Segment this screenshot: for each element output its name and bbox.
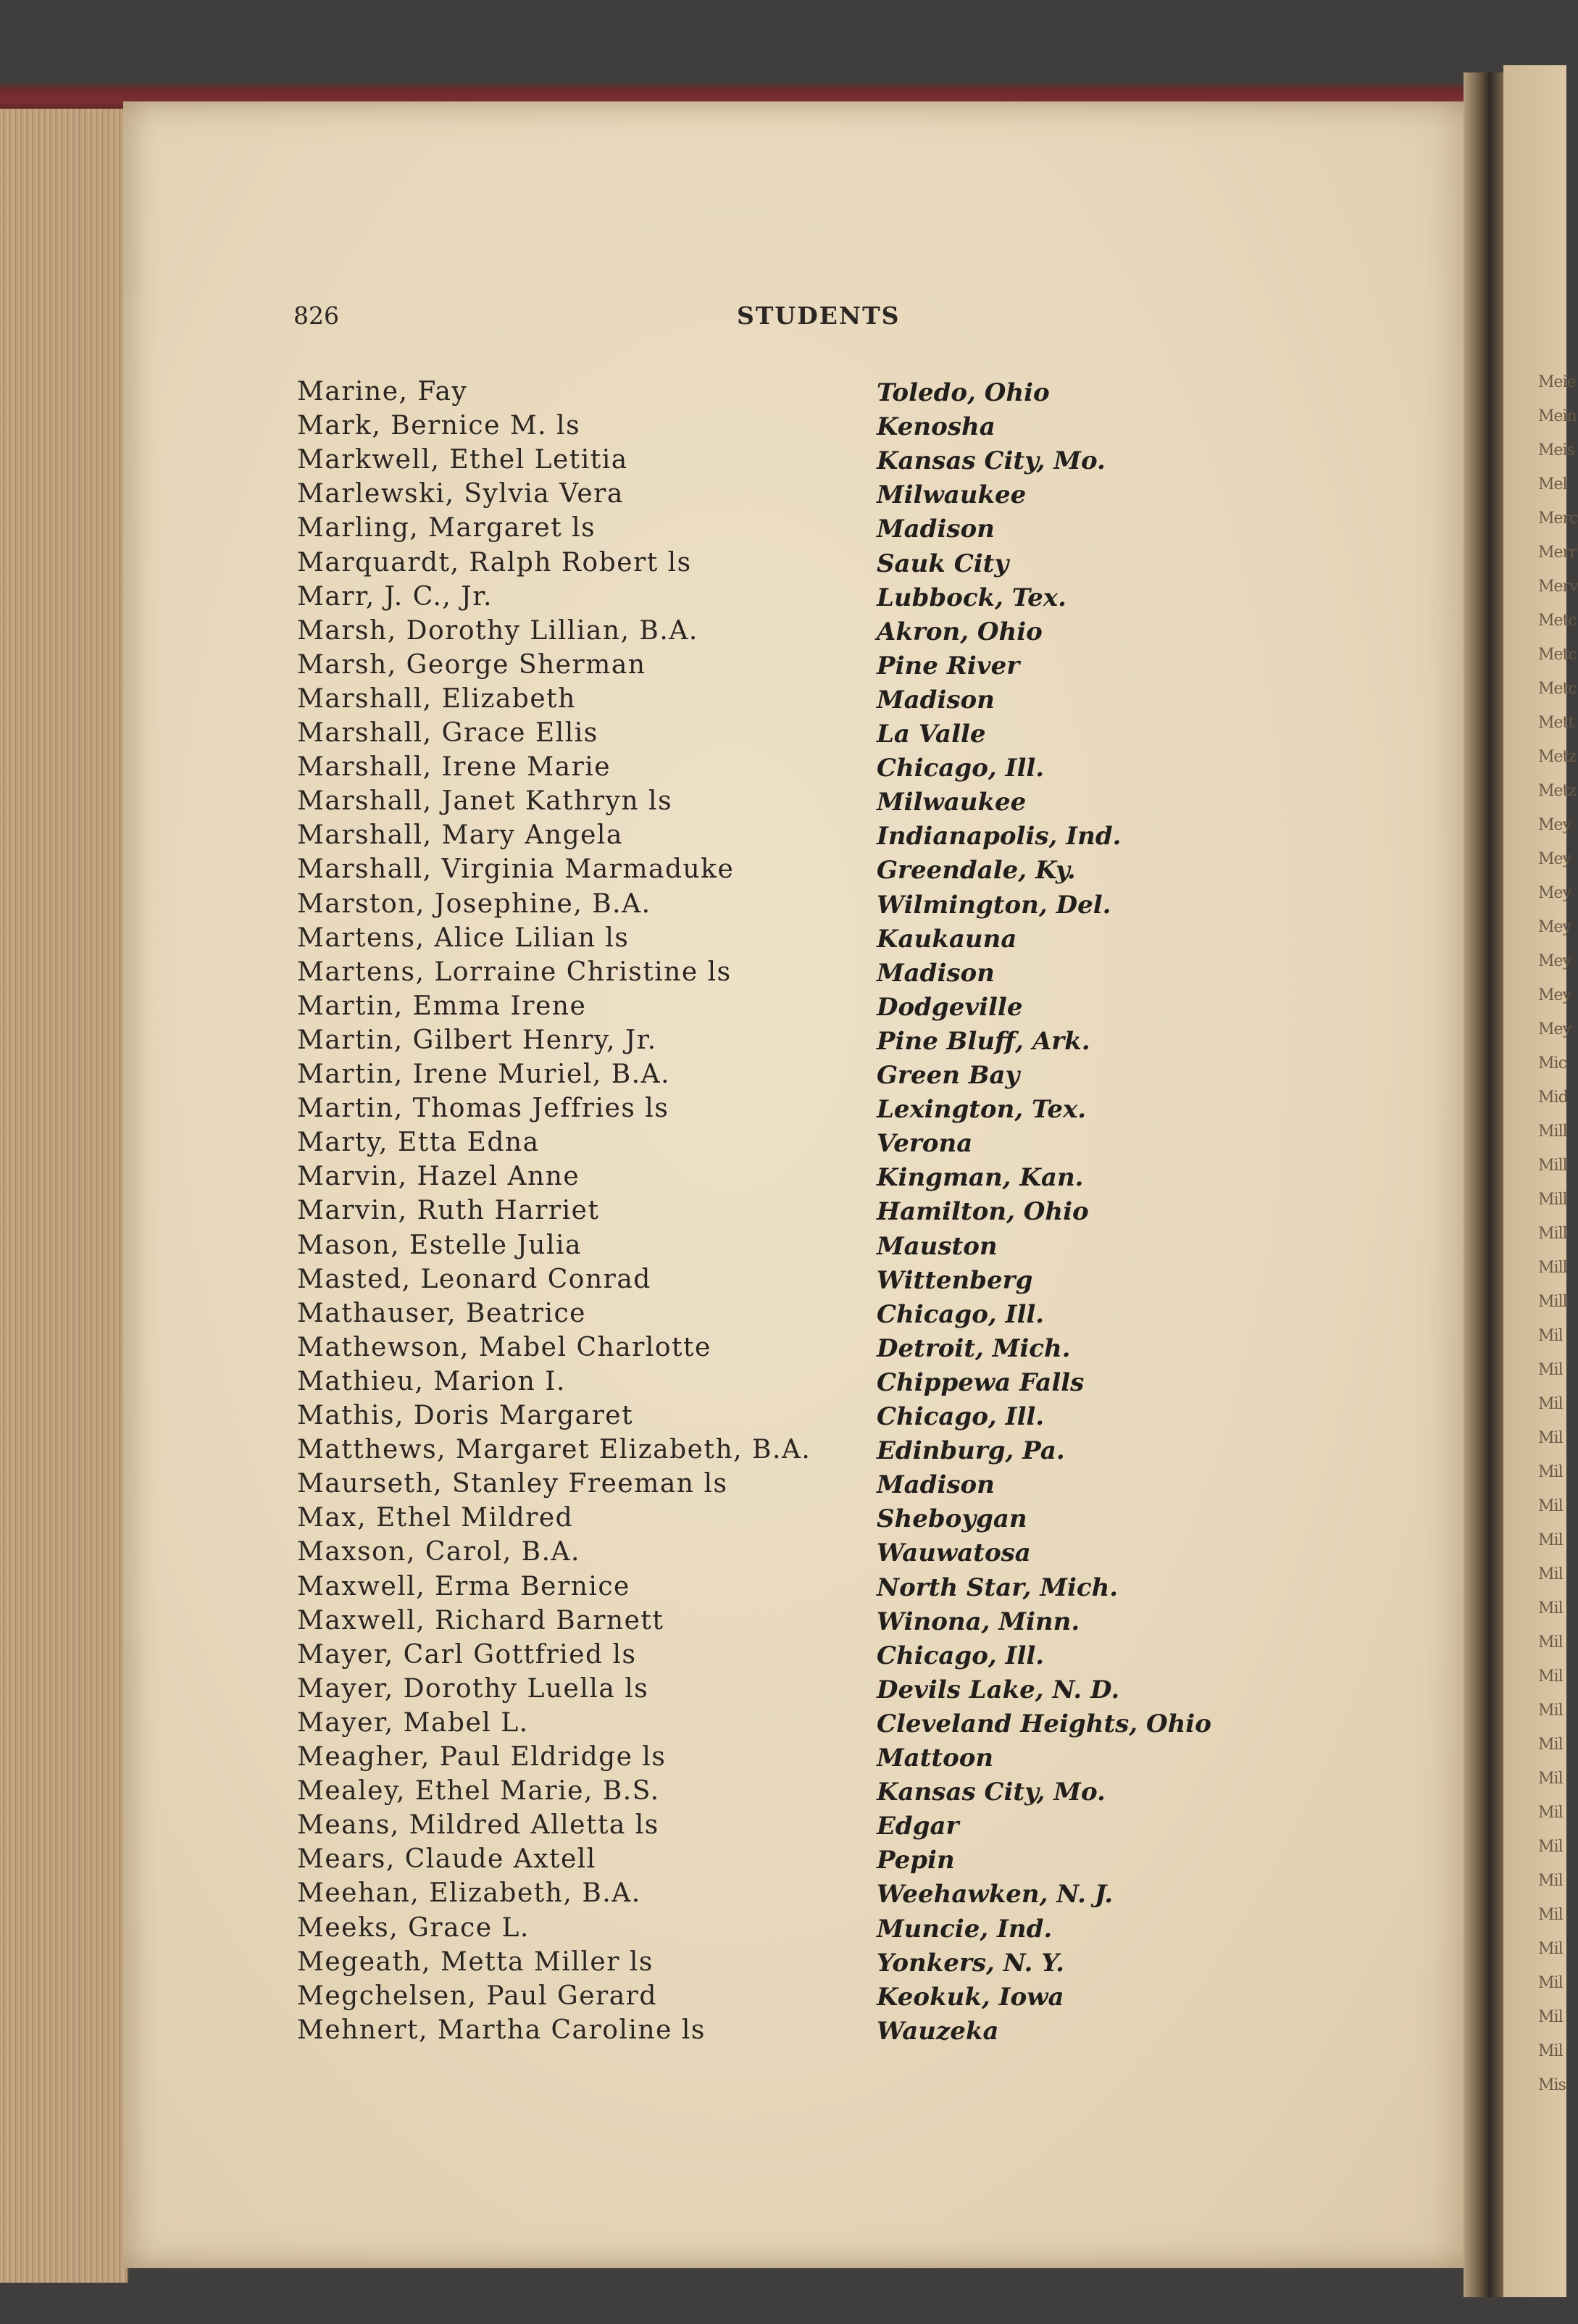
student-hometown: Winona, Minn.	[877, 1607, 1080, 1636]
student-hometown: Indianapolis, Ind.	[877, 822, 1122, 851]
student-hometown: Wauzeka	[877, 2017, 999, 2046]
next-page-text-fragment: Mil	[1538, 1361, 1563, 1379]
student-name: Mears, Claude Axtell	[297, 1844, 596, 1874]
student-name: Marty, Etta Edna	[297, 1128, 540, 1157]
student-name: Marsh, George Sherman	[297, 650, 646, 680]
next-page-text-fragment: Merc	[1538, 509, 1578, 528]
next-page-text-fragment: Mey	[1538, 850, 1571, 868]
student-name: Meagher, Paul Eldridge ls	[297, 1742, 667, 1772]
next-page-text-fragment: Mel	[1538, 475, 1567, 493]
student-hometown: Lexington, Tex.	[877, 1095, 1087, 1124]
next-page-text-fragment: Mil	[1538, 1463, 1563, 1481]
student-name: Martin, Thomas Jeffries ls	[297, 1094, 669, 1123]
student-hometown: Cleveland Heights, Ohio	[877, 1709, 1211, 1738]
student-hometown: Mauston	[877, 1232, 998, 1261]
next-page-text-fragment: Mil	[1538, 1736, 1563, 1754]
student-hometown: Dodgeville	[877, 993, 1023, 1022]
next-page-text-fragment: Mil	[1538, 1974, 1563, 1992]
student-hometown: Edgar	[877, 1812, 959, 1841]
student-name: Mealey, Ethel Marie, B.S.	[297, 1776, 660, 1806]
book-gutter	[1464, 72, 1507, 2297]
student-name: Mayer, Dorothy Luella ls	[297, 1674, 649, 1704]
student-name: Marling, Margaret ls	[297, 513, 596, 543]
student-name: Marshall, Grace Ellis	[297, 718, 598, 748]
next-page-text-fragment: Mil	[1538, 2042, 1563, 2060]
student-hometown: Sheboygan	[877, 1504, 1027, 1533]
student-hometown: Toledo, Ohio	[877, 378, 1050, 407]
student-name: Marquardt, Ralph Robert ls	[297, 548, 692, 578]
student-hometown: Greendale, Ky.	[877, 856, 1076, 885]
next-page-text-fragment: Mil	[1538, 1838, 1563, 1856]
student-hometown: Keokuk, Iowa	[877, 1983, 1064, 2012]
next-page-text-fragment: Meis	[1538, 441, 1574, 459]
student-hometown: Chippewa Falls	[877, 1368, 1085, 1397]
student-hometown: Akron, Ohio	[877, 617, 1043, 646]
student-name: Megeath, Metta Miller ls	[297, 1947, 654, 1977]
student-hometown: Pepin	[877, 1846, 955, 1875]
next-page-text-fragment: Mey	[1538, 884, 1571, 902]
next-page-text-fragment: Mill	[1538, 1123, 1567, 1141]
next-page-sliver	[1503, 65, 1578, 2297]
student-name: Mason, Estelle Julia	[297, 1230, 582, 1260]
student-name: Marshall, Mary Angela	[297, 820, 623, 850]
student-hometown: Kaukauna	[877, 925, 1017, 954]
student-hometown: Madison	[877, 959, 995, 988]
student-name: Marr, J. C., Jr.	[297, 582, 493, 612]
student-hometown: Hamilton, Ohio	[877, 1197, 1089, 1226]
student-hometown: Kansas City, Mo.	[877, 446, 1106, 475]
student-hometown: Chicago, Ill.	[877, 754, 1045, 783]
student-name: Martens, Lorraine Christine ls	[297, 957, 732, 987]
student-name: Marsh, Dorothy Lillian, B.A.	[297, 616, 698, 646]
student-name: Max, Ethel Mildred	[297, 1503, 574, 1533]
student-hometown: Verona	[877, 1129, 973, 1158]
next-page-text-fragment: Mey	[1538, 1020, 1571, 1038]
next-page-text-fragment: Mey	[1538, 952, 1571, 970]
next-page-text-fragment: Metc	[1538, 646, 1577, 664]
next-page-text-fragment: Mil	[1538, 1906, 1563, 1924]
student-hometown: Wittenberg	[877, 1266, 1033, 1295]
student-hometown: Detroit, Mich.	[877, 1334, 1071, 1363]
student-hometown: Madison	[877, 515, 995, 543]
next-page-text-fragment: Mis	[1538, 2076, 1566, 2094]
student-hometown: La Valle	[877, 720, 986, 749]
next-page-text-fragment: Mill	[1538, 1293, 1567, 1311]
next-page-text-fragment: Mil	[1538, 1633, 1563, 1652]
student-name: Means, Mildred Alletta ls	[297, 1810, 659, 1840]
next-page-text-fragment: Mil	[1538, 1940, 1563, 1958]
student-name: Mathis, Doris Margaret	[297, 1401, 634, 1430]
student-name: Matthews, Margaret Elizabeth, B.A.	[297, 1435, 811, 1465]
next-page-text-fragment: Mill	[1538, 1157, 1567, 1175]
student-name: Meehan, Elizabeth, B.A.	[297, 1878, 641, 1908]
student-name: Marine, Fay	[297, 377, 468, 407]
student-hometown: Devils Lake, N. D.	[877, 1675, 1120, 1704]
student-hometown: Madison	[877, 1470, 995, 1499]
student-hometown: Weehawken, N. J.	[877, 1880, 1114, 1909]
next-page-text-fragment: Mil	[1538, 1702, 1563, 1720]
student-hometown: Pine River	[877, 651, 1020, 680]
next-page-text-fragment: Mein	[1538, 407, 1577, 425]
next-page-text-fragment: Mey	[1538, 816, 1571, 834]
next-page-text-fragment: Meie	[1538, 373, 1576, 391]
next-page-text-fragment: Mic	[1538, 1054, 1566, 1073]
next-page-text-fragment: Mil	[1538, 1804, 1563, 1822]
next-page-text-fragment: Mill	[1538, 1191, 1567, 1209]
next-page-text-fragment: Metz	[1538, 748, 1576, 766]
student-hometown: Kingman, Kan.	[877, 1163, 1084, 1192]
student-hometown: Chicago, Ill.	[877, 1402, 1045, 1431]
running-title: STUDENTS	[737, 301, 901, 330]
student-name: Maxwell, Richard Barnett	[297, 1606, 664, 1636]
student-hometown: Milwaukee	[877, 788, 1027, 817]
next-page-text-fragment: Mey	[1538, 918, 1571, 936]
next-page-text-fragment: Mil	[1538, 1667, 1563, 1686]
student-name: Marshall, Elizabeth	[297, 684, 576, 714]
student-name: Marshall, Janet Kathryn ls	[297, 786, 673, 816]
student-name: Marshall, Irene Marie	[297, 752, 611, 782]
student-name: Martin, Irene Muriel, B.A.	[297, 1059, 671, 1089]
student-name: Mehnert, Martha Caroline ls	[297, 2015, 706, 2045]
next-page-text-fragment: Mil	[1538, 1395, 1563, 1413]
student-name: Martens, Alice Lilian ls	[297, 923, 630, 953]
next-page-text-fragment: Mil	[1538, 1327, 1563, 1345]
student-name: Marlewski, Sylvia Vera	[297, 479, 624, 509]
next-page-text-fragment: Mil	[1538, 1770, 1563, 1788]
student-name: Martin, Emma Irene	[297, 991, 587, 1021]
student-name: Maurseth, Stanley Freeman ls	[297, 1469, 728, 1499]
page-number: 826	[293, 301, 339, 330]
page-header	[293, 297, 1235, 341]
next-page-text-fragment: Mill	[1538, 1259, 1567, 1277]
student-name: Mathauser, Beatrice	[297, 1299, 586, 1328]
student-hometown: Mattoon	[877, 1744, 994, 1773]
student-hometown: Kansas City, Mo.	[877, 1778, 1106, 1807]
student-hometown: Pine Bluff, Ark.	[877, 1027, 1090, 1056]
next-page-text-fragment: Metc	[1538, 612, 1577, 630]
page-edges	[0, 109, 128, 2283]
student-name: Mayer, Carl Gottfried ls	[297, 1640, 637, 1670]
student-hometown: Yonkers, N. Y.	[877, 1949, 1064, 1978]
next-page-text-fragment: Mill	[1538, 1225, 1567, 1243]
next-page-text-fragment: Mil	[1538, 1531, 1563, 1549]
next-page-text-fragment: Merv	[1538, 578, 1578, 596]
student-hometown: Chicago, Ill.	[877, 1641, 1045, 1670]
student-hometown: Kenosha	[877, 412, 995, 441]
student-hometown: Wauwatosa	[877, 1538, 1031, 1567]
next-page-text-fragment: Mil	[1538, 1872, 1563, 1890]
next-page-text-fragment: Merr	[1538, 543, 1577, 562]
student-name: Maxwell, Erma Bernice	[297, 1572, 630, 1602]
next-page-text-fragment: Mil	[1538, 2008, 1563, 2026]
student-hometown: Muncie, Ind.	[877, 1915, 1053, 1944]
student-hometown: Sauk City	[877, 549, 1009, 578]
student-hometown: North Star, Mich.	[877, 1573, 1119, 1602]
student-hometown: Milwaukee	[877, 480, 1027, 509]
student-name: Meeks, Grace L.	[297, 1913, 530, 1943]
student-hometown: Chicago, Ill.	[877, 1300, 1045, 1329]
student-name: Mathewson, Mabel Charlotte	[297, 1333, 711, 1362]
student-name: Maxson, Carol, B.A.	[297, 1537, 580, 1567]
next-page-text-fragment: Mett	[1538, 714, 1574, 732]
student-name: Markwell, Ethel Letitia	[297, 445, 628, 475]
student-name: Mathieu, Marion I.	[297, 1367, 566, 1396]
student-name: Masted, Leonard Conrad	[297, 1265, 651, 1294]
next-page-text-fragment: Mid	[1538, 1088, 1568, 1107]
next-page-text-fragment: Mil	[1538, 1565, 1563, 1583]
student-name: Mark, Bernice M. ls	[297, 411, 581, 441]
student-hometown: Madison	[877, 686, 995, 715]
student-name: Megchelsen, Paul Gerard	[297, 1981, 657, 2011]
student-name: Mayer, Mabel L.	[297, 1708, 529, 1738]
next-page-text-fragment: Metc	[1538, 680, 1577, 698]
next-page-text-fragment: Mil	[1538, 1599, 1563, 1617]
next-page-text-fragment: Mil	[1538, 1429, 1563, 1447]
next-page-text-fragment: Mey	[1538, 986, 1571, 1004]
student-hometown: Edinburg, Pa.	[877, 1436, 1065, 1465]
student-hometown: Green Bay	[877, 1061, 1020, 1090]
student-name: Marston, Josephine, B.A.	[297, 889, 651, 919]
student-name: Martin, Gilbert Henry, Jr.	[297, 1025, 657, 1055]
student-hometown: Wilmington, Del.	[877, 891, 1111, 920]
next-page-text-fragment: Mil	[1538, 1497, 1563, 1515]
student-hometown: Lubbock, Tex.	[877, 583, 1066, 612]
student-name: Marshall, Virginia Marmaduke	[297, 854, 735, 884]
next-page-text-fragment: Metz	[1538, 782, 1576, 800]
student-name: Marvin, Ruth Harriet	[297, 1196, 600, 1225]
student-name: Marvin, Hazel Anne	[297, 1162, 580, 1191]
